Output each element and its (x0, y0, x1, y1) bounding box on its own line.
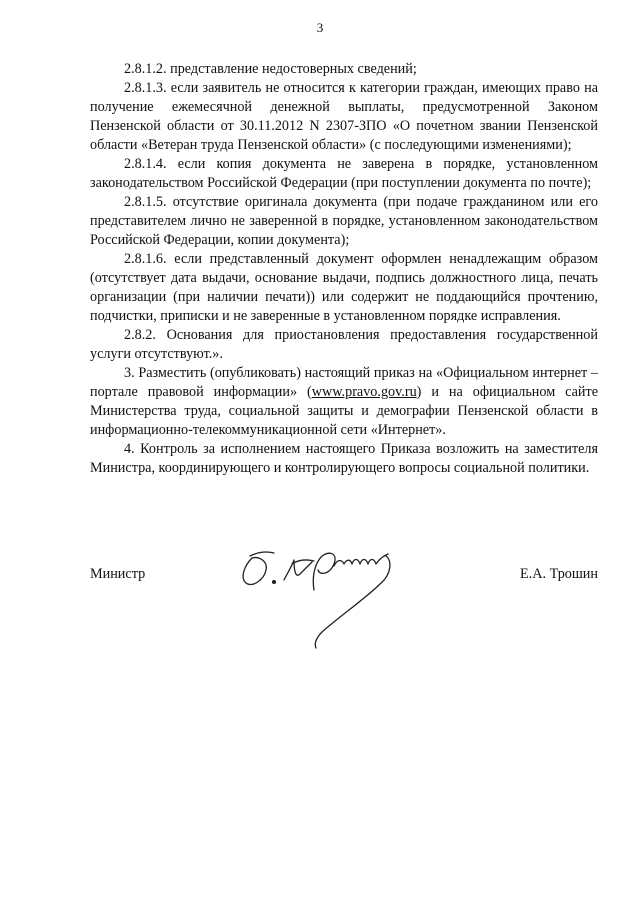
signer-role: Министр (90, 566, 146, 582)
clause-2-8-2: 2.8.2. Основания для приостановления предоставления государственной услуги отсутствуют.». (90, 327, 598, 362)
signer-name: Е.А. Трошин (520, 566, 598, 582)
clause-2-8-1-2: 2.8.1.2. представление недостоверных сведений; (124, 61, 417, 77)
document-body (90, 60, 598, 478)
clause-3-publish (90, 364, 598, 440)
publish-text-after: ) и на официальном сайте Министерства труда, социальной защиты и демографии Пензенской области в информационно-телекоммуникационной сети «Интернет». (90, 384, 598, 438)
clause-2-8-1-6: 2.8.1.6. если представленный документ оформлен ненадлежащим образом (отсутствует дата выдачи, основание выдачи, подпись должностного лица, печать организации (при наличии печати)) или содержит не поддающийся прочтению, подчистки, приписки и не заверенные в установленном порядке исправления. (90, 251, 598, 324)
publish-text-before: 3. Разместить (опубликовать) настоящий приказ на «Официальном интернет – портале правовой информации» ( (90, 365, 598, 400)
page-number: 3 (316, 20, 324, 35)
clause-2-8-1-4: 2.8.1.4. если копия документа не заверена в порядке, установленном законодательством Российской Федерации (при поступлении документа по почте); (90, 156, 598, 191)
clause-4-control: 4. Контроль за исполнением настоящего Приказа возложить на заместителя Министра, координирующего и контролирующего вопросы социальной политики. (90, 441, 598, 476)
clause-2-8-1-5: 2.8.1.5. отсутствие оригинала документа (при подаче гражданином или его представителем лично не заверенной в порядке, установленном законодательством Российской Федерации, копии документа); (90, 194, 598, 248)
pravo-link[interactable]: www.pravo.gov.ru (311, 384, 417, 400)
handwritten-signature (230, 520, 400, 650)
signature-block (90, 520, 598, 650)
clause-2-8-1-3: 2.8.1.3. если заявитель не относится к категории граждан, имеющих право на получение ежемесячной денежной выплаты, предусмотренной Законом Пензенской области от 30.11.2012 N 2307-ЗПО «О почетном звании Пензенской области «Ветеран труда Пензенской области» (с последующими изменениями); (90, 80, 598, 153)
